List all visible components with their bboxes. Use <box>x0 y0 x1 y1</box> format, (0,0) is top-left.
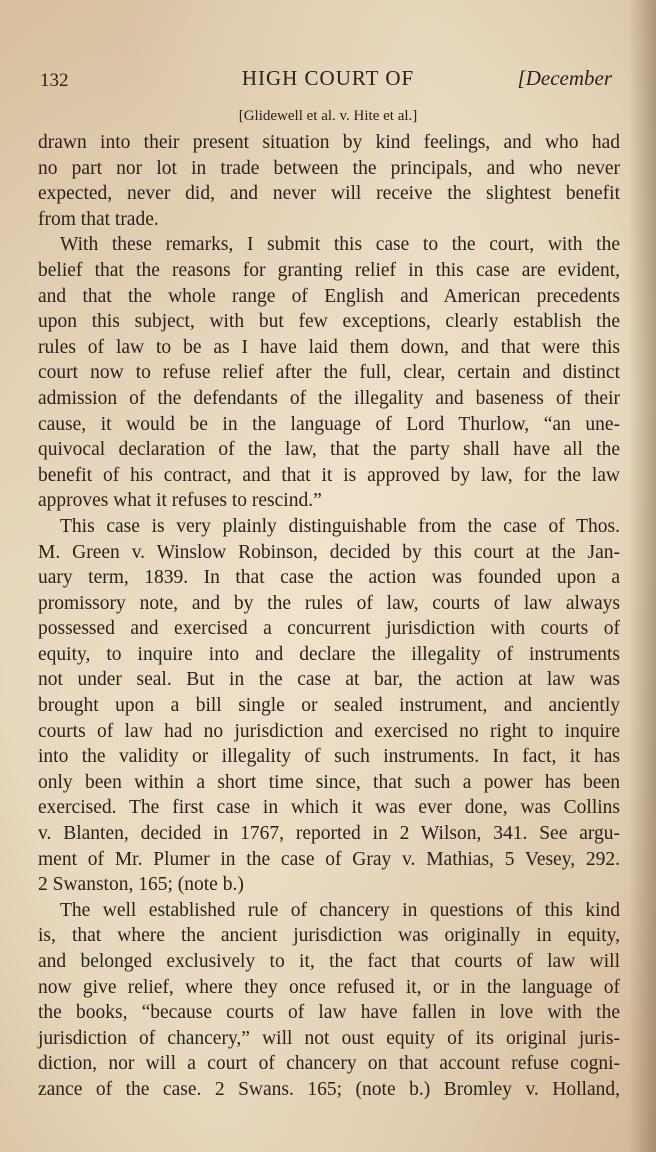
text-line: possessed and exercised a concurrent jurisdiction with courts of <box>38 618 620 640</box>
text-line: promissory note, and by the rules of law, courts of law always <box>38 592 620 614</box>
text-line: cause, it would be in the language of Lord Thurlow, “an une- <box>38 413 620 435</box>
text-line: equity, to inquire into and declare the illegality of instruments <box>38 643 620 665</box>
running-date: [December <box>517 66 612 90</box>
text-line: With these remarks, I submit this case to the court, with the <box>60 234 620 256</box>
text-line: and belonged exclusively to it, the fact that courts of law will <box>38 951 620 972</box>
text-line: M. Green v. Winslow Robinson, decided by this court at the Jan- <box>38 541 620 563</box>
text-line: jurisdiction of chancery,” will not oust equity of its original juris- <box>38 1027 620 1049</box>
text-line: The well established rule of chancery in questions of this kind <box>60 899 620 921</box>
text-line: approves what it refuses to rescind.” <box>38 490 322 512</box>
text-line: is, that where the ancient jurisdiction was originally in equity, <box>38 925 620 947</box>
text-line: drawn into their present situation by kind feelings, and who had <box>38 132 620 153</box>
spine-shadow <box>628 0 656 1152</box>
text-line: quivocal declaration of the law, that the party shall have all the <box>38 439 620 461</box>
text-line: not under seal. But in the case at bar, the action at law was <box>38 669 620 691</box>
text-line: courts of law had no jurisdiction and exercised no right to inquire <box>38 720 620 742</box>
text-line: brought upon a bill single or sealed instrument, and anciently <box>38 695 620 717</box>
page-number: 132 <box>40 70 69 91</box>
text-line: upon this subject, with but few exceptions, clearly establish the <box>38 311 620 333</box>
text-line: ment of Mr. Plumer in the case of Gray v. Mathias, 5 Vesey, 292. <box>38 848 620 870</box>
text-line: 2 Swanston, 165; (note b.) <box>38 874 244 896</box>
text-line: This case is very plainly distinguishable from the case of Thos. <box>60 515 620 537</box>
text-line: admission of the defendants of the illegality and baseness of their <box>38 387 620 409</box>
text-line: and that the whole range of English and American precedents <box>38 285 620 307</box>
text-line: the books, “because courts of law have fallen in love with the <box>38 1002 620 1024</box>
case-caption: [Glidewell et al. v. Hite et al.] <box>238 108 418 124</box>
text-line: benefit of his contract, and that it is approved by law, for the law <box>38 464 620 486</box>
text-line: diction, nor will a court of chancery on that account refuse cogni- <box>38 1053 620 1075</box>
text-line: no part nor lot in trade between the principals, and who never <box>38 157 620 179</box>
running-title: HIGH COURT OF <box>241 66 415 90</box>
text-line: from that trade. <box>38 208 159 230</box>
body-text <box>38 130 620 1103</box>
text-line: expected, never did, and never will receive the slightest benefit <box>38 183 620 205</box>
text-line: only been within a short time since, that such a power has been <box>38 771 620 793</box>
text-line: belief that the reasons for granting relief in this case are evident, <box>38 259 620 281</box>
text-line: into the validity or illegality of such instruments. In fact, it has <box>38 746 620 768</box>
text-line: rules of law to be as I have laid them down, and that were this <box>38 336 620 358</box>
text-line: v. Blanten, decided in 1767, reported in 2 Wilson, 341. See argu- <box>38 823 620 845</box>
text-line: court now to refuse relief after the full, clear, certain and distinct <box>38 362 620 384</box>
running-header <box>38 62 618 92</box>
text-line: exercised. The first case in which it was ever done, was Collins <box>38 797 620 819</box>
text-line: uary term, 1839. In that case the action was founded upon a <box>38 567 620 589</box>
text-line: zance of the case. 2 Swans. 165; (note b.) Bromley v. Holland, <box>38 1078 620 1100</box>
text-line: now give relief, where they once refused it, or in the language of <box>38 976 620 998</box>
